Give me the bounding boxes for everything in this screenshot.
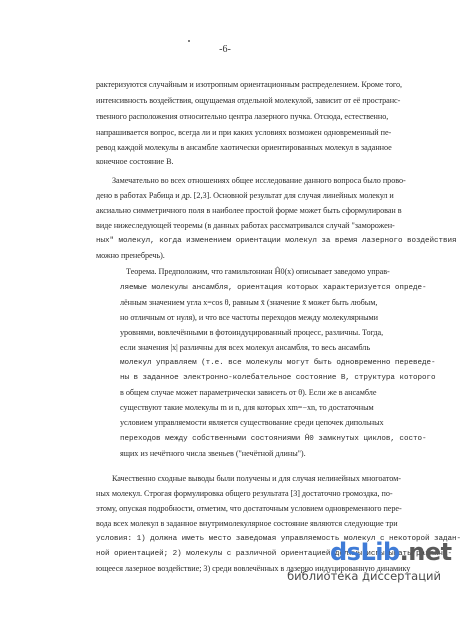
text-line: в общем случае может параметрически зависеть от θ). Если же в ансамбле [120,388,377,397]
text-line: переходов между собственными состояниями Ĥ0 замкнутых циклов, состо- [120,435,427,443]
text-line: напрашивается вопрос, всегда ли и при каких условиях возможен одновременный пе- [96,128,392,137]
text-line: интенсивность воздействия, ощущаемая отдельной молекулой, зависит от её пространс- [96,96,401,105]
text-line: ны в заданное электронно-колебательное состояние B, структура которого [120,374,436,382]
text-line: ящих из нечётного числа звеньев ("нечётной длины"). [120,449,306,458]
text-line: Качественно сходные выводы были получены и для случая нелинейных многоатом- [112,474,401,483]
text-line: ных молекул. Строгая формулировка общего результата [3] достаточно громоздка, по- [96,489,393,498]
text-line: если значения |x| различны для всех молекул ансамбля, то весь ансамбль [120,343,371,352]
text-line: молекул управляем (т.е. все молекулы могут быть одновременно переведе- [120,359,436,367]
text-line: Теорема. Предположим, что гамильтониан Ĥ0(x) описывает заведомо управ- [126,267,390,276]
text-line: дено в работах Рабица и др. [2,3]. Основной результат для случая линейных молекул и [96,191,394,200]
text-line: условием управляемости является существование среди цепочек дипольных [120,418,384,427]
text-line: ной ориентацией; 2) молекулы с различной ориентацией должны испытывать различа- [96,550,453,558]
text-line: ляемые молекулы ансамбля, ориентация которых характеризуется опреде- [120,284,427,292]
text-line: лённым значением угла x=cos θ, равным x̄ (значение x̄ может быть любым, [120,298,378,307]
text-line: Замечательно во всех отношениях общее исследование данного вопроса было прово- [112,176,406,185]
text-line: рактеризуются случайным и изотропным ориентационным распределением. Кроме того, [96,80,403,89]
text-line: уровнями, вовлечёнными в фотоиндуцированный процесс, различны. Тогда, [120,328,384,337]
page-number: -6- [219,44,231,55]
stray-dot [188,40,190,42]
text-line: конечное состояние B. [96,157,174,166]
text-line: этому, опуская подробности, отметим, что достаточным условием одновременного пере- [96,504,402,513]
text-line: твенного расположения относительно центра лазерного пучка. Отсюда, естественно, [96,112,389,121]
watermark-subtitle: библиотека диссертаций [287,569,441,583]
text-line: ревод каждой молекулы в ансамбле хаотически ориентированных молекул в заданное [96,143,392,152]
watermark-logo: dsLib.net [330,538,452,566]
text-line: ных" молекул, когда изменением ориентации молекул за время лазерного воздействия [96,237,457,245]
text-line: существуют такие молекулы m и n, для которых xm=−xn, то достаточным [120,403,374,412]
text-line: виде нижеследующей теоремы (в данных работах рассматривался случай "заморожен- [96,221,395,230]
text-line: аксиально симметричного поля в наиболее простой форме может быть сформулирован в [96,206,402,215]
text-line: вода всех молекул в заданное внутримолекулярное состояние являются следующие три [96,519,398,528]
text-line: условия: 1) должна иметь место заведомая управляемость молекул с некоторой задан- [96,535,461,543]
text-line: можно пренебречь). [96,251,165,260]
text-line: но отличным от нуля), и что все частоты переходов между молекулярными [120,313,378,322]
text-line: ющееся лазерное воздействие; 3) среди вовлечённых в лазерно индуцированную динамику [96,564,411,573]
